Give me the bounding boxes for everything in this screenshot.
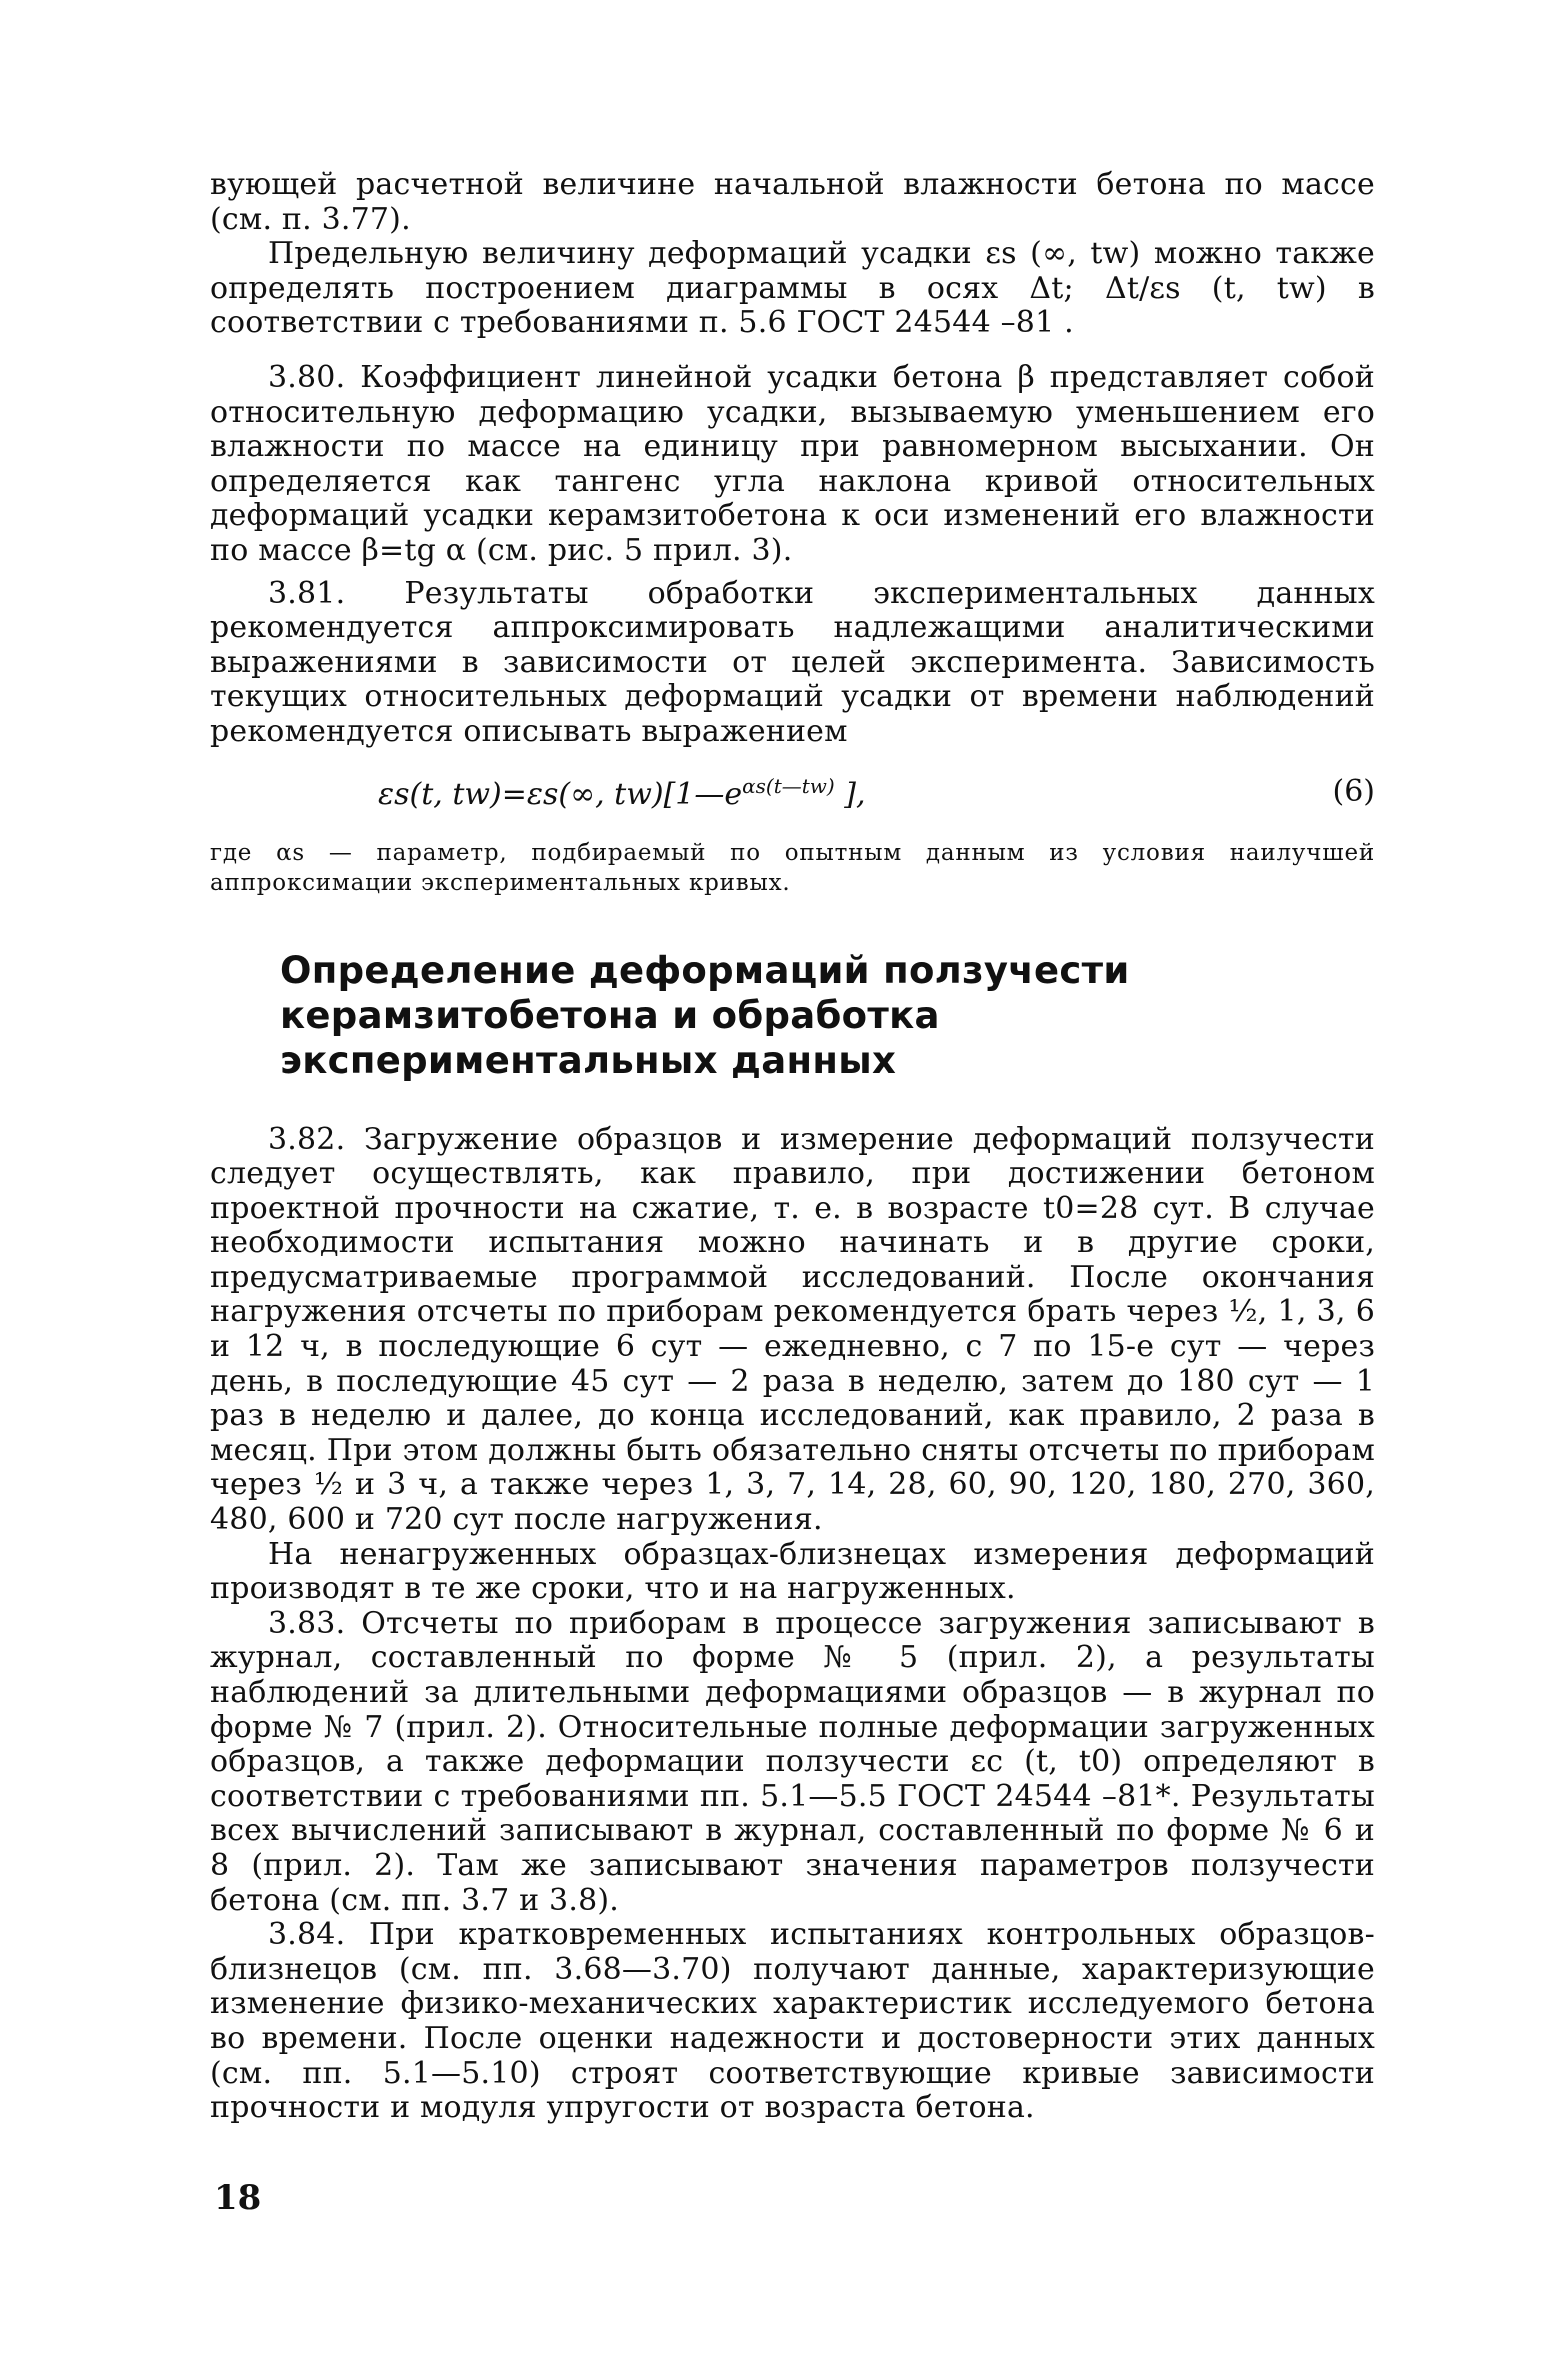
paragraph-3-82: 3.82. Загружение образцов и измерение деформаций ползучести следует осуществлять, как правило, при достижении бетоном проектной прочности на сжатие, т. е. в возрасте t0=28 сут. В случае необходимости испытания можно начинать и в другие сроки, предусматриваемые программой исследований. После окончания нагружения отсчеты по приборам рекомендуется брать через ½, 1, 3, 6 и 12 ч, в последующие 6 сут — ежедневно, с 7 по 15-е сут — через день, в последующие 45 сут — 2 раза в неделю, затем до 180 сут — 1 раз в неделю и далее, до конца исследований, как правило, 2 раза в месяц. При этом должны быть обязательно сняты отсчеты по приборам через ½ и 3 ч, а также через 1, 3, 7, 14, 28, 60, 90, 120, 180, 270, 360, 480, 600 и 720 сут после нагружения. [210, 1121, 1375, 1538]
formula-note: где αs — параметр, подбираемый по опытным данным из условия наилучшей аппроксимации экспериментальных кривых. [210, 839, 1375, 896]
formula-number: (6) [1332, 773, 1375, 809]
section-heading: Определение деформаций ползучести керамзитобетона и обработка экспериментальных данных [280, 948, 1130, 1082]
document-page [210, 168, 1375, 2126]
paragraph-3-84: 3.84. При кратковременных испытаниях контрольных образцов-близнецов (см. пп. 3.68—3.70) получают данные, характеризующие изменение физико-механических характеристик исследуемого бетона во времени. После оценки надежности и достоверности этих данных (см. пп. 5.1—5.10) строят соответствующие кривые зависимости прочности и модуля упругости от возраста бетона. [210, 1917, 1375, 2126]
paragraph-unloaded-samples: На ненагруженных образцах-близнецах измерения деформаций производят в те же сроки, что и на нагруженных. [210, 1536, 1375, 1607]
paragraph-3-83: 3.83. Отсчеты по приборам в процессе загружения записывают в журнал, составленный по форме № 5 (прил. 2), а результаты наблюдений за длительными деформациями образцов — в журнал по форме № 7 (прил. 2). Относительные полные деформации загруженных образцов, а также деформации ползучести εc (t, t0) определяют в соответствии с требованиями пп. 5.1—5.5 ГОСТ 24544 –81*. Результаты всех вычислений записывают в журнал, составленный по форме № 6 и 8 (прил. 2). Там же записывают значения параметров ползучести бетона (см. пп. 3.7 и 3.8). [210, 1605, 1375, 1918]
formula-text: εs(t, tw)=εs(∞, tw)[1—e [378, 776, 743, 812]
formula-tail: ], [844, 776, 866, 812]
formula-block [210, 768, 1375, 828]
paragraph-continuation: вующей расчетной величине начальной влажности бетона по массе (см. п. 3.77). [210, 167, 1375, 237]
formula-6 [378, 774, 866, 812]
page-number: 18 [214, 2178, 262, 2218]
paragraph-3-81: 3.81. Результаты обработки экспериментальных данных рекомендуется аппроксимировать надлежащими аналитическими выражениями в зависимости от целей эксперимента. Зависимость текущих относительных деформаций усадки от времени наблюдений рекомендуется описывать выражением [210, 575, 1375, 749]
paragraph-shrinkage-limit: Предельную величину деформаций усадки εs (∞, tw) можно также определять построением диаграммы в осях Δt; Δt/εs (t, tw) в соответствии с требованиями п. 5.6 ГОСТ 24544 –81 . [210, 236, 1375, 341]
paragraph-3-80: 3.80. Коэффициент линейной усадки бетона β представляет собой относительную деформацию усадки, вызываемую уменьшением его влажности по массе на единицу при равномерном высыхании. Он определяется как тангенс угла наклона кривой относительных деформаций усадки керамзитобетона к оси изменений его влажности по массе β=tg α (см. рис. 5 прил. 3). [210, 359, 1375, 568]
formula-exponent: αs(t—tw) [742, 773, 835, 798]
